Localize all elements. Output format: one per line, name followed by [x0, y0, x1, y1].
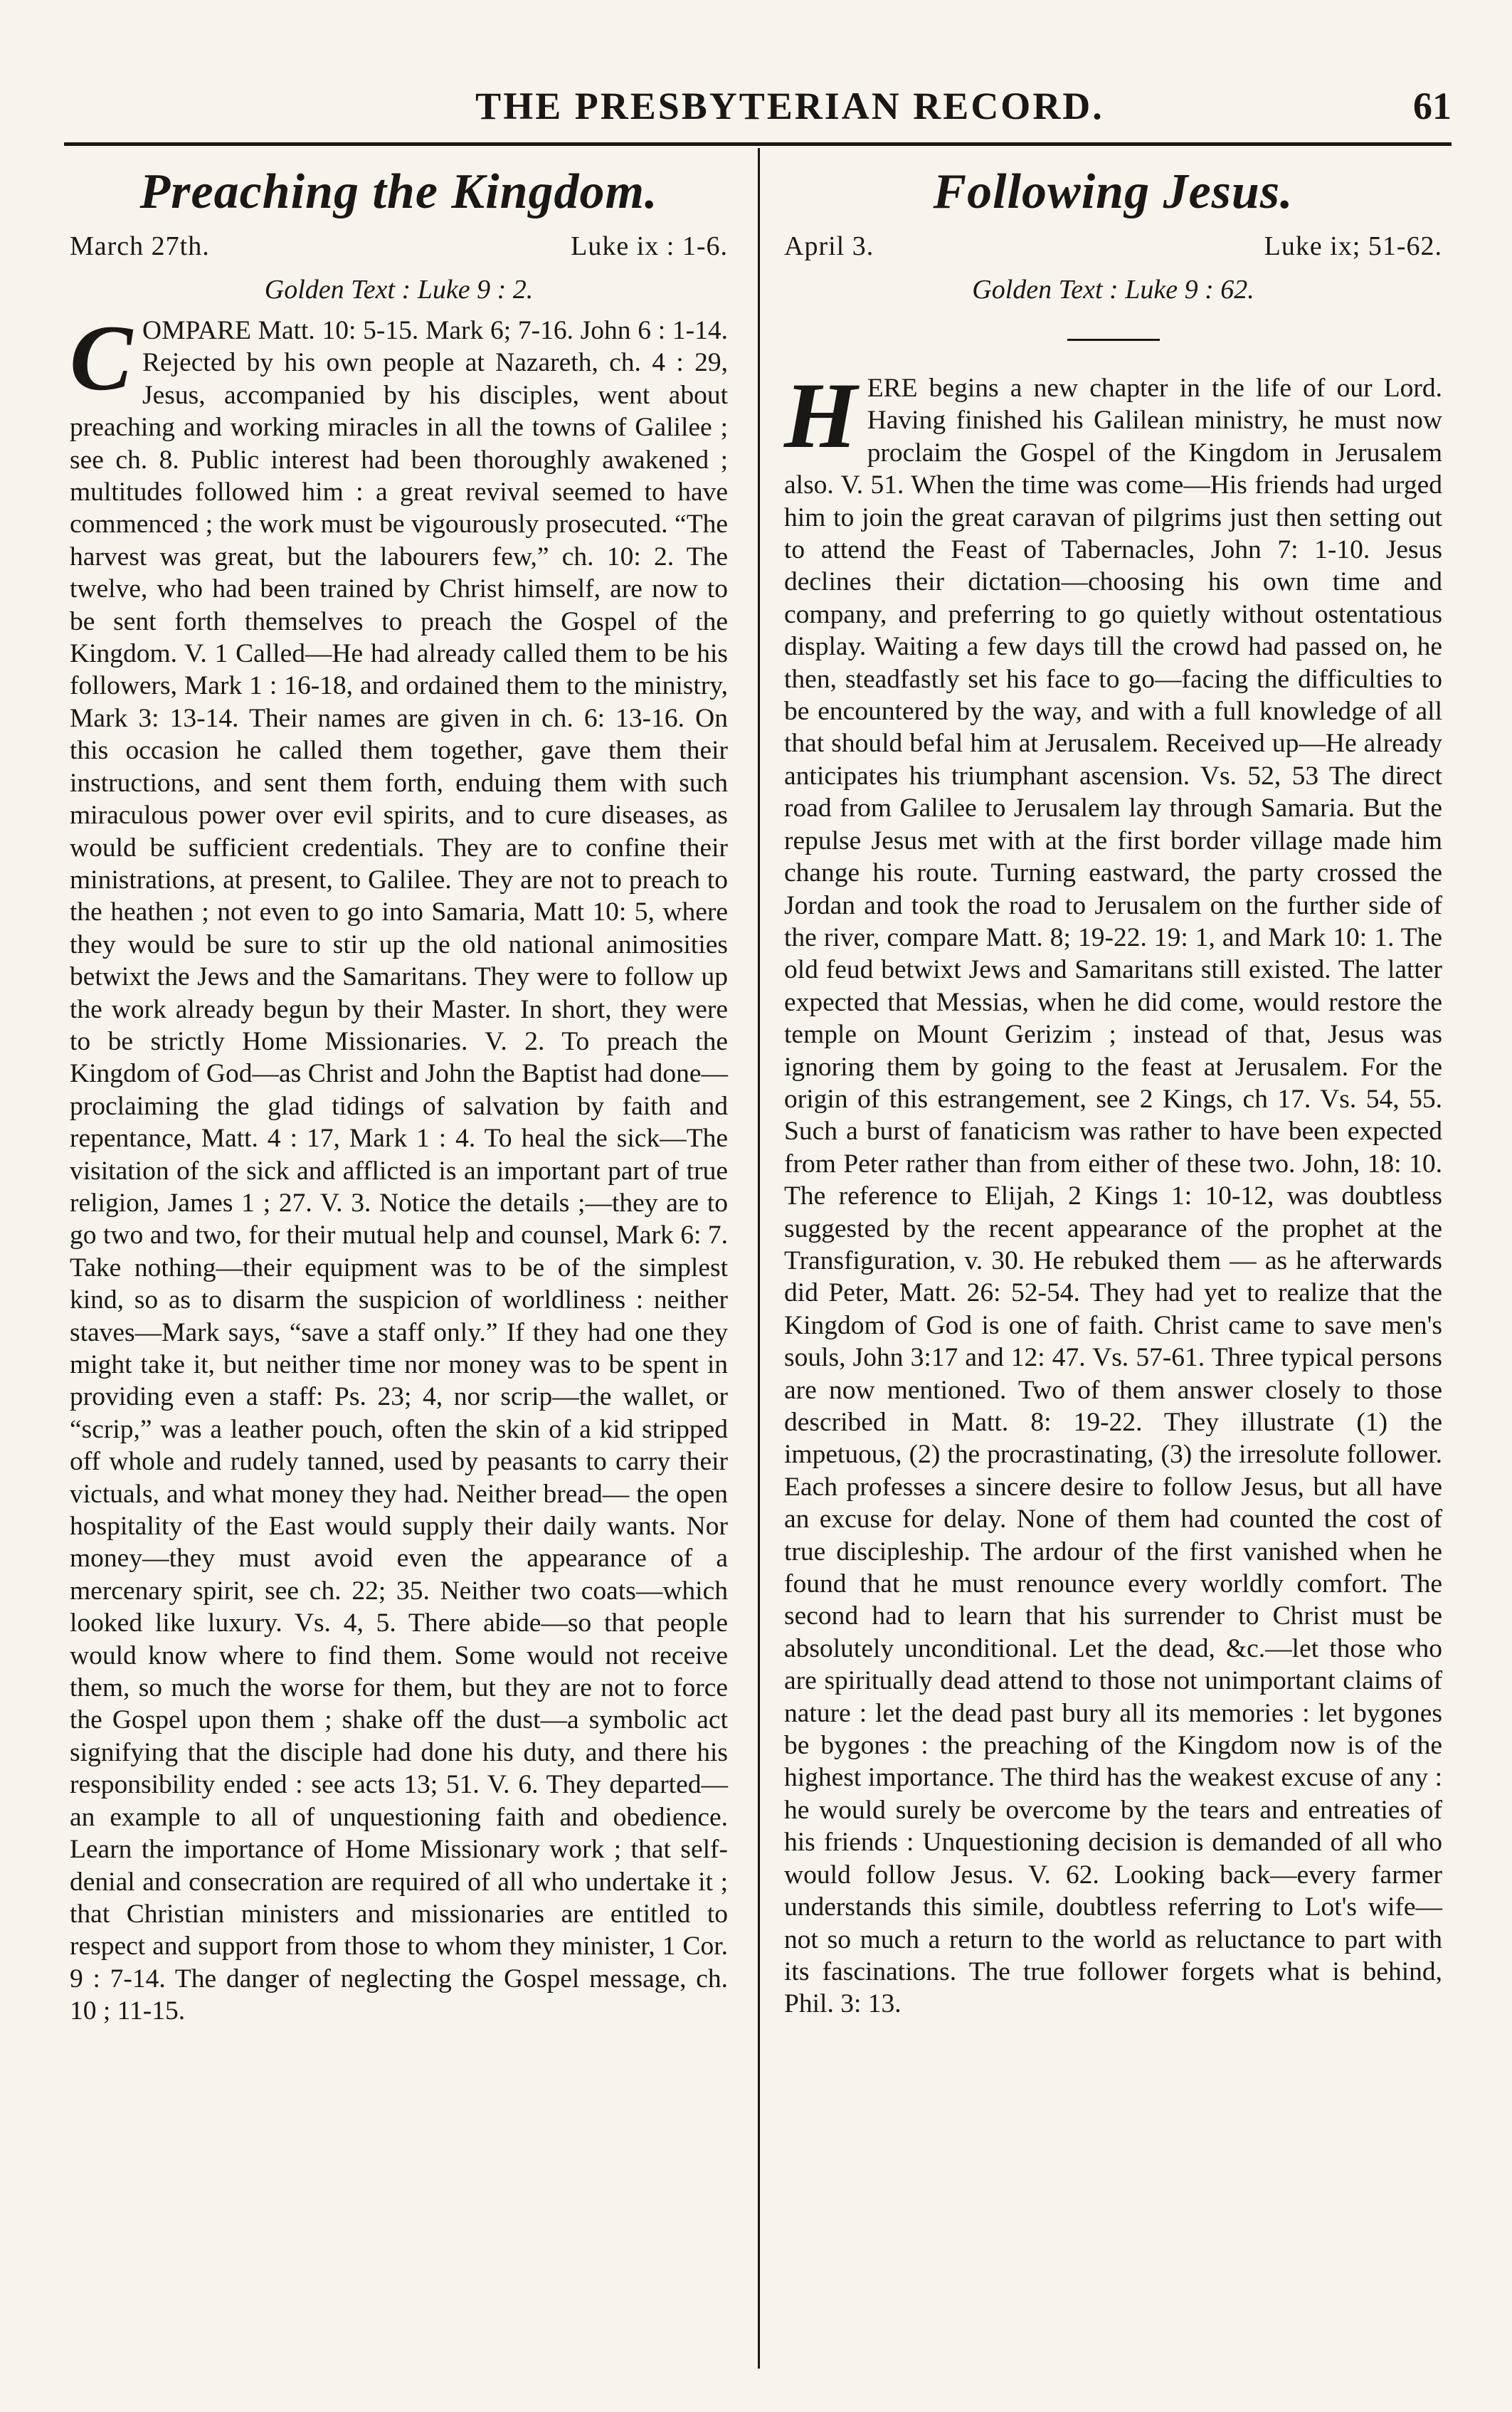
- lesson-title: Following Jesus.: [933, 164, 1294, 219]
- lesson-body: [70, 305, 728, 2028]
- left-column: [70, 162, 728, 2028]
- drop-cap: H: [784, 363, 857, 468]
- header-rule: [64, 142, 1452, 146]
- lesson-date: March 27th.: [70, 231, 210, 261]
- page-number: 61: [1413, 85, 1452, 127]
- lesson-meta: [784, 231, 1442, 272]
- golden-text: Golden Text : Luke 9 : 2.: [264, 275, 534, 305]
- lesson-title: Preaching the Kingdom.: [139, 164, 658, 219]
- lesson-body: [784, 363, 1442, 2021]
- column-divider: [758, 148, 760, 2369]
- page: [64, 0, 1452, 2412]
- page-header: [64, 84, 1452, 134]
- body-text: ERE begins a new chapter in the life of our Lord. Having finished his Galilean ministry, he must now proclaim the Gospel of the Kingdom in Jerusalem also. V. 51. When the time was come—His friends had urged him to join the great caravan of pilgrims just then setting out to attend the Feast of Tabernacles, John 7: 1-10. Jesus declines their dictation—choosing his own time and company, and preferring to go quietly without ostentatious display. Waiting a few days till the crowd had passed on, he then, steadfastly set his face to go—facing the difficulties to be encountered by the way, and with a full knowledge of all that should befal him at Jerusalem. Received up—He already anticipates his triumphant ascension. Vs. 52, 53 The direct road from Galilee to Jerusalem lay through Samaria. But the repulse Jesus met with at the first border village made him change his route. Turning eastward, the party crossed the Jordan and took the road to Jerusalem on the further side of the river, compare Matt. 8; 19-22. 19: 1, and Mark 10: 1. The old feud betwixt Jews and Samaritans still existed. The latter expected that Messias, when he did come, would restore the temple on Mount Gerizim ; instead of that, Jesus was ignoring them by going to the feast at Jerusalem. For the origin of this estrangement, see 2 Kings, ch 17. Vs. 54, 55. Such a burst of fanaticism was rather to have been expected from Peter rather than from either of these two. John, 18: 10. The reference to Elijah, 2 Kings 1: 10-12, was doubtless suggested by the recent appearance of the prophet at the Transfiguration, v. 30. He rebuked them — as he afterwards did Peter, Matt. 26: 52-54. They had yet to realize that the Kingdom of God is one of faith. Christ came to save men's souls, John 3:17 and 12: 47. Vs. 57-61. Three typical persons are now mentioned. Two of them answer closely to those described in Matt. 8: 19-22. They illustrate (1) the impetuous, (2) the procrastinating, (3) the irresolute follower. Each professes a sincere desire to follow Jesus, but all have an excuse for delay. None of them had counted the cost of true discipleship. The ardour of the first vanished when he found that he must renounce every worldly comfort. The second had to learn that his surrender to Christ must be absolutely unconditional. Let the dead, &c.—let those who are spiritually dead attend to those not unimportant claims of nature : let the dead past bury all its memories : let bygones be bygones : the preaching of the Kingdom now is of the highest importance. The third has the weakest excuse of any : he would surely be overcome by the tears and entreaties of his friends : Unquestioning decision is demanded of all who would follow Jesus. V. 62. Looking back—every farmer understands this simile, doubtless referring to Lot's wife—not so much a return to the world as reluctance to part with its fascinations. The true follower forgets what is behind, Phil. 3: 13.: [784, 374, 1442, 2019]
- body-text: OMPARE Matt. 10: 5-15. Mark 6; 7-16. John 6 : 1-14. Rejected by his own people at Nazareth, ch. 4 : 29, Jesus, accompanied by his disciples, went about preaching and working miracles in all the towns of Galilee ; see ch. 8. Public interest had been thoroughly awakened ; multitudes followed him : a great revival seemed to have commenced ; the work must be vigourously prosecuted. “The harvest was great, but the labourers few,” ch. 10: 2. The twelve, who had been trained by Christ himself, are now to be sent forth themselves to preach the Gospel of the Kingdom. V. 1 Called—He had already called them to be his followers, Mark 1 : 16-18, and ordained them to the ministry, Mark 3: 13-14. Their names are given in ch. 6: 13-16. On this occasion he called them together, gave them their instructions, and sent them forth, enduing them with such miraculous power over evil spirits, and to cure diseases, as would be sufficient credentials. They are to confine their ministrations, at present, to Galilee. They are not to preach to the heathen ; not even to go into Samaria, Matt 10: 5, where they would be sure to stir up the old national animosities betwixt the Jews and the Samaritans. They were to follow up the work already begun by their Master. In short, they were to be strictly Home Missionaries. V. 2. To preach the Kingdom of God—as Christ and John the Baptist had done—proclaiming the glad tidings of salvation by faith and repentance, Matt. 4 : 17, Mark 1 : 4. To heal the sick—The visitation of the sick and afflicted is an important part of true religion, James 1 ; 27. V. 3. Notice the details ;—they are to go two and two, for their mutual help and counsel, Mark 6: 7. Take nothing—their equipment was to be of the simplest kind, so as to disarm the suspicion of worldliness : neither staves—Mark says, “save a staff only.” If they had one they might take it, but neither time nor money was to be spent in providing even a staff: Ps. 23; 4, nor scrip—the wallet, or “scrip,” was a leather pouch, often the skin of a kid stripped off whole and rudely tanned, used by peasants to carry their victuals, and what money they had. Neither bread— the open hospitality of the East would supply their daily wants. Nor money—they must avoid even the appearance of a mercenary spirit, see ch. 22; 35. Neither two coats—which looked like luxury. Vs. 4, 5. There abide—so that people would know where to find them. Some would not receive them, so much the worse for them, but they are not to force the Gospel upon them ; shake off the dust—a symbolic act signifying that the disciple had done his duty, and there his responsibility ended : see acts 13; 51. V. 6. They departed—an example to all of unquestioning faith and obedience. Learn the importance of Home Missionary work ; that self-denial and consecration are required of all who undertake it ; that Christian ministers and missionaries are entitled to respect and support from those to whom they minister, 1 Cor. 9 : 7-14. The danger of neglecting the Gospel message, ch. 10 ; 11-15.: [70, 316, 728, 2026]
- lesson-reference: Luke ix : 1-6.: [571, 231, 728, 261]
- golden-text: Golden Text : Luke 9 : 62.: [972, 275, 1254, 305]
- lesson-meta: [70, 231, 728, 272]
- section-dash: [1067, 339, 1160, 341]
- right-column: [784, 162, 1442, 2021]
- lesson-date: April 3.: [784, 231, 874, 261]
- drop-cap: C: [70, 305, 133, 410]
- lesson-reference: Luke ix; 51-62.: [1264, 231, 1442, 261]
- running-title: THE PRESBYTERIAN RECORD.: [475, 85, 1104, 127]
